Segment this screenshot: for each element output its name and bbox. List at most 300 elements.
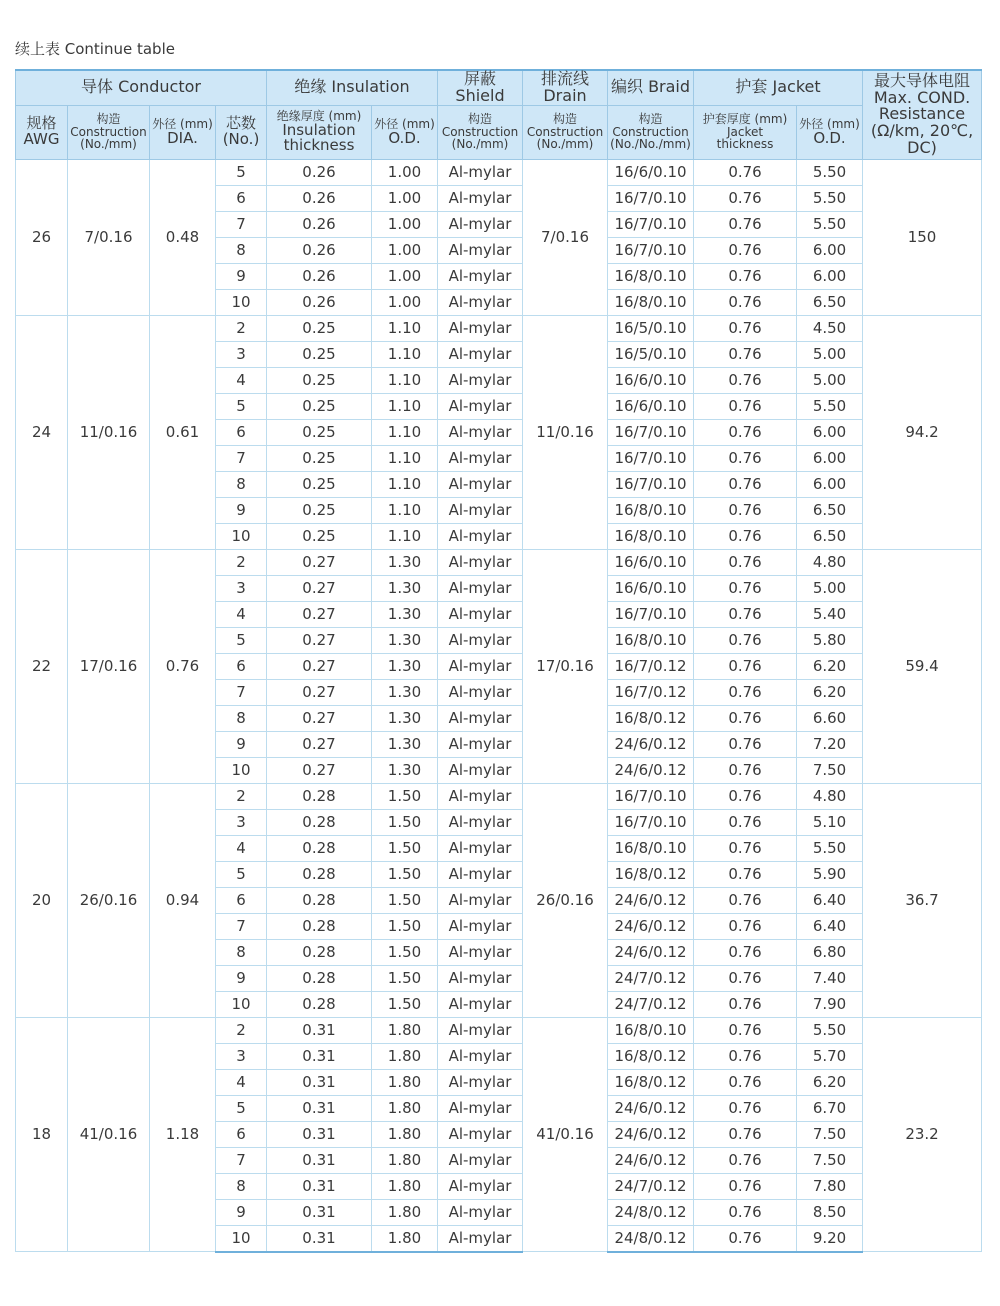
cores-cell: 2 <box>216 315 267 341</box>
jacket-header: 护套 Jacket <box>694 70 863 105</box>
table-row <box>16 1017 982 1043</box>
insulation-od-cell: 1.10 <box>372 419 438 445</box>
cores-cell: 8 <box>216 237 267 263</box>
braid-cell: 16/7/0.10 <box>608 237 694 263</box>
header-line: Construction <box>612 124 689 139</box>
braid-cell: 24/7/0.12 <box>608 991 694 1017</box>
insulation-od-cell: 1.80 <box>372 1043 438 1069</box>
braid-cell: 16/7/0.10 <box>608 185 694 211</box>
braid-cell: 24/6/0.12 <box>608 1095 694 1121</box>
header-column-row <box>16 105 982 159</box>
shield-cell: Al-mylar <box>438 1225 523 1252</box>
drain-cell: 26/0.16 <box>523 783 608 1017</box>
insulation-thickness-cell: 0.25 <box>267 315 372 341</box>
insulation-od-cell: 1.30 <box>372 575 438 601</box>
awg-cell: 24 <box>16 315 68 549</box>
drain-construction-header <box>523 105 608 159</box>
table-caption: 续上表 Continue table <box>15 40 175 58</box>
braid-cell: 16/8/0.12 <box>608 1069 694 1095</box>
cores-cell: 6 <box>216 419 267 445</box>
header-line: Insulation <box>282 120 356 139</box>
jacket-thickness-cell: 0.76 <box>694 1017 797 1043</box>
braid-cell: 16/7/0.10 <box>608 445 694 471</box>
jacket-od-cell: 6.00 <box>797 471 863 497</box>
insulation-thickness-cell: 0.31 <box>267 1225 372 1252</box>
drain-header: 排流线 Drain <box>523 70 608 105</box>
insulation-thickness-cell: 0.28 <box>267 991 372 1017</box>
insulation-od-cell: 1.80 <box>372 1069 438 1095</box>
insulation-od-cell: 1.00 <box>372 263 438 289</box>
braid-cell: 24/6/0.12 <box>608 887 694 913</box>
jacket-od-cell: 5.70 <box>797 1043 863 1069</box>
table-row <box>16 315 982 341</box>
braid-cell: 16/7/0.10 <box>608 471 694 497</box>
cores-cell: 10 <box>216 1225 267 1252</box>
jacket-thickness-cell: 0.76 <box>694 1043 797 1069</box>
shield-header: 屏蔽 Shield <box>438 70 523 105</box>
shield-cell: Al-mylar <box>438 315 523 341</box>
cores-cell: 9 <box>216 497 267 523</box>
conductor-construction-header <box>68 105 150 159</box>
jacket-thickness-cell: 0.76 <box>694 991 797 1017</box>
conductor-construction-cell: 26/0.16 <box>68 783 150 1017</box>
braid-cell: 16/8/0.12 <box>608 1043 694 1069</box>
table-row <box>16 549 982 575</box>
conductor-dia-cell: 1.18 <box>150 1017 216 1252</box>
jacket-thickness-cell: 0.76 <box>694 1069 797 1095</box>
insulation-od-cell: 1.50 <box>372 965 438 991</box>
braid-cell: 16/7/0.10 <box>608 783 694 809</box>
insulation-thickness-cell: 0.27 <box>267 653 372 679</box>
shield-cell: Al-mylar <box>438 679 523 705</box>
insulation-thickness-cell: 0.26 <box>267 185 372 211</box>
shield-construction-header <box>438 105 523 159</box>
insulation-od-cell: 1.80 <box>372 1121 438 1147</box>
insulation-od-cell: 1.10 <box>372 497 438 523</box>
braid-cell: 16/8/0.12 <box>608 705 694 731</box>
jacket-thickness-cell: 0.76 <box>694 809 797 835</box>
jacket-thickness-cell: 0.76 <box>694 1225 797 1252</box>
jacket-od-cell: 7.50 <box>797 1121 863 1147</box>
conductor-dia-cell: 0.94 <box>150 783 216 1017</box>
insulation-od-cell: 1.10 <box>372 367 438 393</box>
shield-cell: Al-mylar <box>438 575 523 601</box>
insulation-thickness-cell: 0.28 <box>267 835 372 861</box>
insulation-od-cell: 1.50 <box>372 913 438 939</box>
cores-cell: 6 <box>216 653 267 679</box>
jacket-thickness-cell: 0.76 <box>694 471 797 497</box>
shield-cell: Al-mylar <box>438 1095 523 1121</box>
cores-cell: 4 <box>216 835 267 861</box>
conductor-construction-cell: 41/0.16 <box>68 1017 150 1252</box>
shield-cell: Al-mylar <box>438 549 523 575</box>
jacket-od-cell: 6.00 <box>797 419 863 445</box>
insulation-thickness-cell: 0.31 <box>267 1095 372 1121</box>
insulation-od-cell: 1.00 <box>372 237 438 263</box>
shield-cell: Al-mylar <box>438 523 523 549</box>
cores-cell: 7 <box>216 679 267 705</box>
insulation-od-cell: 1.00 <box>372 289 438 315</box>
jacket-thickness-cell: 0.76 <box>694 601 797 627</box>
header-line: (No./mm) <box>80 137 137 152</box>
cable-spec-table <box>15 69 982 1253</box>
shield-cell: Al-mylar <box>438 601 523 627</box>
jacket-od-cell: 7.90 <box>797 991 863 1017</box>
shield-cell: Al-mylar <box>438 1121 523 1147</box>
jacket-od-cell: 6.50 <box>797 523 863 549</box>
drain-cell: 7/0.16 <box>523 159 608 315</box>
braid-cell: 16/8/0.10 <box>608 1017 694 1043</box>
shield-cell: Al-mylar <box>438 393 523 419</box>
insulation-thickness-cell: 0.27 <box>267 731 372 757</box>
header-line: O.D. <box>388 128 421 147</box>
drain-cell: 11/0.16 <box>523 315 608 549</box>
cores-cell: 6 <box>216 185 267 211</box>
cores-cell: 9 <box>216 731 267 757</box>
cores-cell: 9 <box>216 263 267 289</box>
shield-cell: Al-mylar <box>438 939 523 965</box>
insulation-thickness-cell: 0.26 <box>267 159 372 185</box>
braid-cell: 16/5/0.10 <box>608 341 694 367</box>
insulation-thickness-cell: 0.31 <box>267 1043 372 1069</box>
insulation-thickness-cell: 0.28 <box>267 783 372 809</box>
jacket-od-cell: 6.00 <box>797 263 863 289</box>
shield-cell: Al-mylar <box>438 1017 523 1043</box>
jacket-od-cell: 5.50 <box>797 211 863 237</box>
insulation-thickness-cell: 0.25 <box>267 523 372 549</box>
braid-cell: 16/7/0.10 <box>608 419 694 445</box>
cores-cell: 8 <box>216 939 267 965</box>
braid-cell: 16/8/0.10 <box>608 263 694 289</box>
braid-cell: 16/8/0.10 <box>608 523 694 549</box>
jacket-od-cell: 5.90 <box>797 861 863 887</box>
braid-cell: 16/6/0.10 <box>608 549 694 575</box>
header-line: 构造 <box>638 112 663 127</box>
shield-cell: Al-mylar <box>438 913 523 939</box>
insulation-thickness-cell: 0.26 <box>267 237 372 263</box>
jacket-thickness-cell: 0.76 <box>694 289 797 315</box>
shield-cell: Al-mylar <box>438 835 523 861</box>
jacket-thickness-cell: 0.76 <box>694 731 797 757</box>
insulation-od-cell: 1.80 <box>372 1225 438 1252</box>
insulation-od-cell: 1.10 <box>372 393 438 419</box>
jacket-od-header <box>797 105 863 159</box>
insulation-thickness-cell: 0.31 <box>267 1017 372 1043</box>
braid-cell: 16/5/0.10 <box>608 315 694 341</box>
insulation-od-cell: 1.50 <box>372 991 438 1017</box>
cores-cell: 8 <box>216 1173 267 1199</box>
insulation-od-cell: 1.50 <box>372 939 438 965</box>
insulation-thickness-cell: 0.31 <box>267 1147 372 1173</box>
insulation-od-cell: 1.30 <box>372 627 438 653</box>
insulation-od-cell: 1.30 <box>372 653 438 679</box>
header-line: 绝缘厚度 (mm) <box>276 109 362 124</box>
braid-cell: 16/7/0.10 <box>608 211 694 237</box>
insulation-thickness-cell: 0.31 <box>267 1121 372 1147</box>
jacket-od-cell: 6.40 <box>797 887 863 913</box>
jacket-od-cell: 4.80 <box>797 783 863 809</box>
cores-cell: 3 <box>216 341 267 367</box>
cores-cell: 9 <box>216 1199 267 1225</box>
cores-cell: 4 <box>216 1069 267 1095</box>
resistance-header-line: Max. COND. <box>873 87 971 107</box>
jacket-od-cell: 6.50 <box>797 497 863 523</box>
jacket-thickness-cell: 0.76 <box>694 1121 797 1147</box>
cores-cell: 5 <box>216 393 267 419</box>
jacket-od-cell: 5.50 <box>797 835 863 861</box>
conductor-construction-cell: 7/0.16 <box>68 159 150 315</box>
header-line: 芯数 <box>225 114 256 133</box>
jacket-thickness-cell: 0.76 <box>694 965 797 991</box>
insulation-thickness-cell: 0.25 <box>267 445 372 471</box>
cores-cell: 6 <box>216 1121 267 1147</box>
conductor-header: 导体 Conductor <box>16 70 267 105</box>
jacket-thickness-cell: 0.76 <box>694 861 797 887</box>
insulation-od-cell: 1.30 <box>372 731 438 757</box>
shield-cell: Al-mylar <box>438 1043 523 1069</box>
insulation-thickness-header <box>267 105 372 159</box>
braid-cell: 16/6/0.10 <box>608 159 694 185</box>
jacket-od-cell: 7.40 <box>797 965 863 991</box>
insulation-od-cell: 1.00 <box>372 211 438 237</box>
cores-cell: 5 <box>216 159 267 185</box>
insulation-thickness-cell: 0.31 <box>267 1069 372 1095</box>
shield-cell: Al-mylar <box>438 1199 523 1225</box>
resistance-cell: 94.2 <box>863 315 982 549</box>
braid-cell: 16/6/0.10 <box>608 393 694 419</box>
jacket-thickness-cell: 0.76 <box>694 523 797 549</box>
insulation-thickness-cell: 0.25 <box>267 393 372 419</box>
header-line: (No./mm) <box>536 137 594 152</box>
insulation-od-header <box>372 105 438 159</box>
conductor-dia-header <box>150 105 216 159</box>
shield-cell: Al-mylar <box>438 185 523 211</box>
cores-cell: 3 <box>216 1043 267 1069</box>
insulation-thickness-cell: 0.27 <box>267 627 372 653</box>
cores-cell: 2 <box>216 783 267 809</box>
shield-cell: Al-mylar <box>438 627 523 653</box>
resistance-cell: 59.4 <box>863 549 982 783</box>
cores-cell: 4 <box>216 367 267 393</box>
jacket-od-cell: 6.20 <box>797 653 863 679</box>
header-line: 规格 <box>26 114 57 133</box>
shield-cell: Al-mylar <box>438 757 523 783</box>
jacket-thickness-cell: 0.76 <box>694 341 797 367</box>
jacket-thickness-cell: 0.76 <box>694 913 797 939</box>
conductor-dia-cell: 0.61 <box>150 315 216 549</box>
resistance-header-line: (Ω/km, 20℃, DC) <box>870 121 974 157</box>
insulation-thickness-cell: 0.28 <box>267 887 372 913</box>
insulation-od-cell: 1.80 <box>372 1173 438 1199</box>
cores-cell: 9 <box>216 965 267 991</box>
jacket-thickness-cell: 0.76 <box>694 263 797 289</box>
jacket-od-cell: 6.60 <box>797 705 863 731</box>
jacket-od-cell: 7.80 <box>797 1173 863 1199</box>
shield-cell: Al-mylar <box>438 367 523 393</box>
header-line: thickness <box>716 137 774 152</box>
cores-cell: 3 <box>216 575 267 601</box>
insulation-thickness-cell: 0.27 <box>267 705 372 731</box>
insulation-thickness-cell: 0.25 <box>267 419 372 445</box>
braid-cell: 16/6/0.10 <box>608 367 694 393</box>
shield-cell: Al-mylar <box>438 861 523 887</box>
jacket-thickness-cell: 0.76 <box>694 549 797 575</box>
jacket-thickness-cell: 0.76 <box>694 445 797 471</box>
header-line: thickness <box>283 136 355 155</box>
cores-cell: 7 <box>216 211 267 237</box>
header-line: 外径 (mm) <box>799 116 860 131</box>
jacket-od-cell: 6.00 <box>797 445 863 471</box>
jacket-thickness-cell: 0.76 <box>694 887 797 913</box>
insulation-od-cell: 1.30 <box>372 705 438 731</box>
conductor-dia-cell: 0.76 <box>150 549 216 783</box>
insulation-od-cell: 1.50 <box>372 809 438 835</box>
insulation-od-cell: 1.50 <box>372 783 438 809</box>
shield-cell: Al-mylar <box>438 809 523 835</box>
insulation-od-cell: 1.80 <box>372 1147 438 1173</box>
shield-cell: Al-mylar <box>438 991 523 1017</box>
braid-cell: 16/7/0.10 <box>608 809 694 835</box>
jacket-od-cell: 6.00 <box>797 237 863 263</box>
insulation-od-cell: 1.30 <box>372 549 438 575</box>
header-group-row <box>16 70 982 105</box>
insulation-thickness-cell: 0.26 <box>267 263 372 289</box>
jacket-thickness-cell: 0.76 <box>694 315 797 341</box>
jacket-thickness-cell: 0.76 <box>694 939 797 965</box>
braid-cell: 24/6/0.12 <box>608 913 694 939</box>
conductor-dia-cell: 0.48 <box>150 159 216 315</box>
jacket-od-cell: 6.20 <box>797 1069 863 1095</box>
shield-cell: Al-mylar <box>438 965 523 991</box>
cores-cell: 7 <box>216 913 267 939</box>
insulation-thickness-cell: 0.25 <box>267 471 372 497</box>
braid-cell: 24/7/0.12 <box>608 1173 694 1199</box>
shield-cell: Al-mylar <box>438 497 523 523</box>
jacket-od-cell: 7.50 <box>797 1147 863 1173</box>
braid-cell: 24/6/0.12 <box>608 1121 694 1147</box>
header-line: Construction <box>70 124 147 139</box>
awg-cell: 26 <box>16 159 68 315</box>
shield-cell: Al-mylar <box>438 159 523 185</box>
jacket-od-cell: 5.50 <box>797 159 863 185</box>
braid-cell: 24/8/0.12 <box>608 1199 694 1225</box>
header-line: 护套厚度 (mm) <box>702 112 788 127</box>
jacket-od-cell: 5.40 <box>797 601 863 627</box>
jacket-od-cell: 4.50 <box>797 315 863 341</box>
header-line: DIA. <box>167 128 198 147</box>
jacket-thickness-cell: 0.76 <box>694 783 797 809</box>
table-body <box>16 159 982 1252</box>
jacket-thickness-cell: 0.76 <box>694 211 797 237</box>
cores-cell: 6 <box>216 887 267 913</box>
braid-cell: 24/6/0.12 <box>608 731 694 757</box>
jacket-thickness-cell: 0.76 <box>694 185 797 211</box>
jacket-od-cell: 7.50 <box>797 757 863 783</box>
insulation-thickness-cell: 0.26 <box>267 211 372 237</box>
cores-cell: 10 <box>216 991 267 1017</box>
jacket-thickness-cell: 0.76 <box>694 1199 797 1225</box>
insulation-thickness-cell: 0.28 <box>267 965 372 991</box>
braid-cell: 16/6/0.10 <box>608 575 694 601</box>
jacket-thickness-cell: 0.76 <box>694 1173 797 1199</box>
shield-cell: Al-mylar <box>438 341 523 367</box>
insulation-thickness-cell: 0.28 <box>267 861 372 887</box>
insulation-od-cell: 1.00 <box>372 185 438 211</box>
cores-cell: 5 <box>216 1095 267 1121</box>
insulation-thickness-cell: 0.28 <box>267 809 372 835</box>
jacket-thickness-cell: 0.76 <box>694 653 797 679</box>
conductor-construction-cell: 11/0.16 <box>68 315 150 549</box>
resistance-cell: 150 <box>863 159 982 315</box>
insulation-od-cell: 1.50 <box>372 835 438 861</box>
header-line: 构造 <box>96 112 121 127</box>
header-line: O.D. <box>813 128 846 147</box>
jacket-thickness-cell: 0.76 <box>694 419 797 445</box>
jacket-od-cell: 5.00 <box>797 341 863 367</box>
insulation-od-cell: 1.30 <box>372 679 438 705</box>
braid-construction-header <box>608 105 694 159</box>
resistance-header <box>863 70 982 159</box>
jacket-thickness-cell: 0.76 <box>694 393 797 419</box>
jacket-thickness-cell: 0.76 <box>694 627 797 653</box>
cores-cell: 7 <box>216 1147 267 1173</box>
table-row <box>16 159 982 185</box>
header-line: (No./No./mm) <box>610 137 691 152</box>
shield-cell: Al-mylar <box>438 653 523 679</box>
insulation-header: 绝缘 Insulation <box>267 70 438 105</box>
shield-cell: Al-mylar <box>438 705 523 731</box>
shield-cell: Al-mylar <box>438 263 523 289</box>
braid-cell: 24/6/0.12 <box>608 1147 694 1173</box>
insulation-od-cell: 1.10 <box>372 315 438 341</box>
awg-cell: 20 <box>16 783 68 1017</box>
braid-cell: 24/6/0.12 <box>608 757 694 783</box>
jacket-od-cell: 9.20 <box>797 1225 863 1252</box>
jacket-thickness-cell: 0.76 <box>694 237 797 263</box>
insulation-od-cell: 1.30 <box>372 757 438 783</box>
header-line: (No.) <box>222 130 260 149</box>
braid-cell: 16/7/0.10 <box>608 601 694 627</box>
insulation-od-cell: 1.50 <box>372 861 438 887</box>
jacket-od-cell: 5.00 <box>797 575 863 601</box>
insulation-od-cell: 1.30 <box>372 601 438 627</box>
jacket-od-cell: 5.10 <box>797 809 863 835</box>
jacket-thickness-cell: 0.76 <box>694 1147 797 1173</box>
insulation-thickness-cell: 0.27 <box>267 575 372 601</box>
jacket-thickness-cell: 0.76 <box>694 159 797 185</box>
jacket-thickness-cell: 0.76 <box>694 575 797 601</box>
braid-cell: 24/7/0.12 <box>608 965 694 991</box>
insulation-od-cell: 1.10 <box>372 471 438 497</box>
jacket-od-cell: 8.50 <box>797 1199 863 1225</box>
header-line: Jacket <box>726 124 764 139</box>
shield-cell: Al-mylar <box>438 1147 523 1173</box>
header-line: 构造 <box>553 112 578 127</box>
cores-cell: 7 <box>216 445 267 471</box>
cores-header <box>216 105 267 159</box>
braid-cell: 16/8/0.10 <box>608 627 694 653</box>
insulation-thickness-cell: 0.31 <box>267 1173 372 1199</box>
cores-cell: 5 <box>216 627 267 653</box>
shield-cell: Al-mylar <box>438 289 523 315</box>
resistance-cell: 36.7 <box>863 783 982 1017</box>
insulation-od-cell: 1.80 <box>372 1095 438 1121</box>
drain-cell: 17/0.16 <box>523 549 608 783</box>
jacket-od-cell: 5.50 <box>797 1017 863 1043</box>
insulation-thickness-cell: 0.27 <box>267 757 372 783</box>
shield-cell: Al-mylar <box>438 1069 523 1095</box>
jacket-thickness-cell: 0.76 <box>694 835 797 861</box>
